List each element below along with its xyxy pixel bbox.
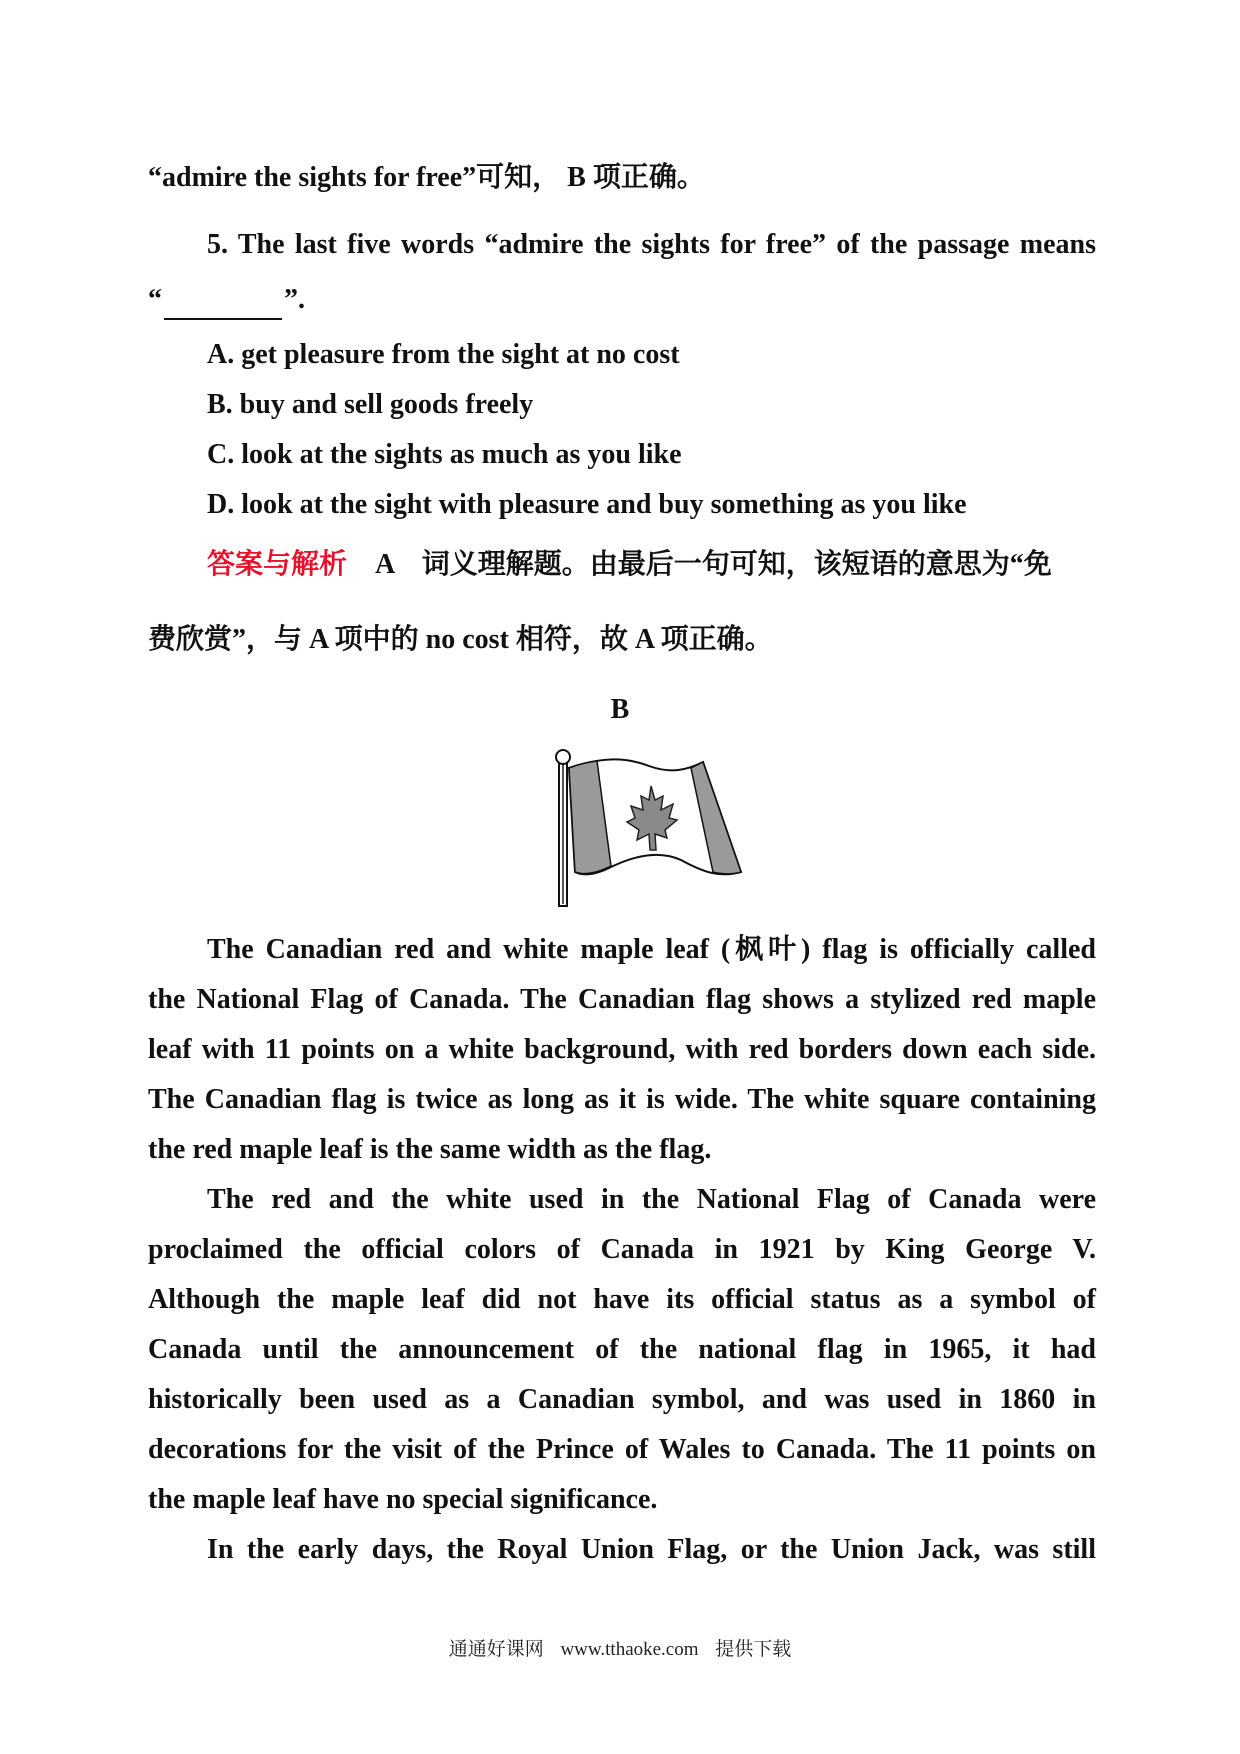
question-5-open-quote: “ — [148, 284, 162, 315]
question-5-close-quote: ”. — [284, 284, 305, 315]
passage-line: The Canadian red and white maple leaf (枫叶) flag is officially called — [207, 934, 1096, 965]
answer-label: 答案与解析 — [207, 549, 348, 580]
section-title: B — [610, 694, 630, 725]
passage-line: the red maple leaf is the same width as the flag. — [148, 1134, 712, 1165]
passage-line: the National Flag of Canada. The Canadian flag shows a stylized red maple — [148, 984, 1096, 1015]
previous-answer-quote: “admire the sights for free” — [148, 162, 477, 193]
answer-explanation-text-1: A 词义理解题。由最后一句可知，该短语的意思为“免 — [375, 549, 1052, 580]
footer-note: 提供下载 — [715, 1639, 792, 1660]
question-5-blank-line — [148, 280, 1096, 320]
passage-line: The Canadian flag is twice as long as it is wide. The white square containing — [148, 1084, 1096, 1115]
option-a: A. get pleasure from the sight at no cost — [207, 339, 680, 370]
passage-line: In the early days, the Royal Union Flag, or the Union Jack, was still — [207, 1534, 1096, 1565]
footer-site-name: 通通好课网 — [448, 1639, 544, 1660]
page-footer — [0, 1637, 1240, 1663]
passage-line: the maple leaf have no special significance. — [148, 1484, 658, 1515]
answer-explanation-line-1 — [207, 545, 1096, 585]
passage-line: historically been used as a Canadian symbol, and was used in 1860 in — [148, 1384, 1096, 1415]
question-5-stem: 5. The last five words “admire the sights for free” of the passage means — [207, 229, 1096, 260]
passage-line: The red and the white used in the National Flag of Canada were — [207, 1184, 1096, 1215]
option-c: C. look at the sights as much as you like — [207, 439, 682, 470]
passage-line: Although the maple leaf did not have its official status as a symbol of — [148, 1284, 1096, 1315]
answer-explanation-line-2: 费欣赏”，与 A 项中的 no cost 相符，故 A 项正确。 — [148, 624, 773, 655]
passage-line: decorations for the visit of the Prince of Wales to Canada. The 11 points on — [148, 1434, 1096, 1465]
canada-flag-icon — [551, 748, 751, 913]
option-b: B. buy and sell goods freely — [207, 389, 534, 420]
passage-line: proclaimed the official colors of Canada in 1921 by King George V. — [148, 1234, 1096, 1265]
passage-line: leaf with 11 points on a white background, with red borders down each side. — [148, 1034, 1096, 1065]
answer-blank — [164, 288, 282, 320]
passage-line: Canada until the announcement of the national flag in 1965, it had — [148, 1334, 1096, 1365]
footer-url[interactable]: www.tthaoke.com — [560, 1639, 699, 1660]
previous-answer-line — [148, 158, 1096, 198]
previous-answer-suffix: 可知， B 项正确。 — [476, 162, 705, 193]
option-d: D. look at the sight with pleasure and buy something as you like — [207, 489, 967, 520]
